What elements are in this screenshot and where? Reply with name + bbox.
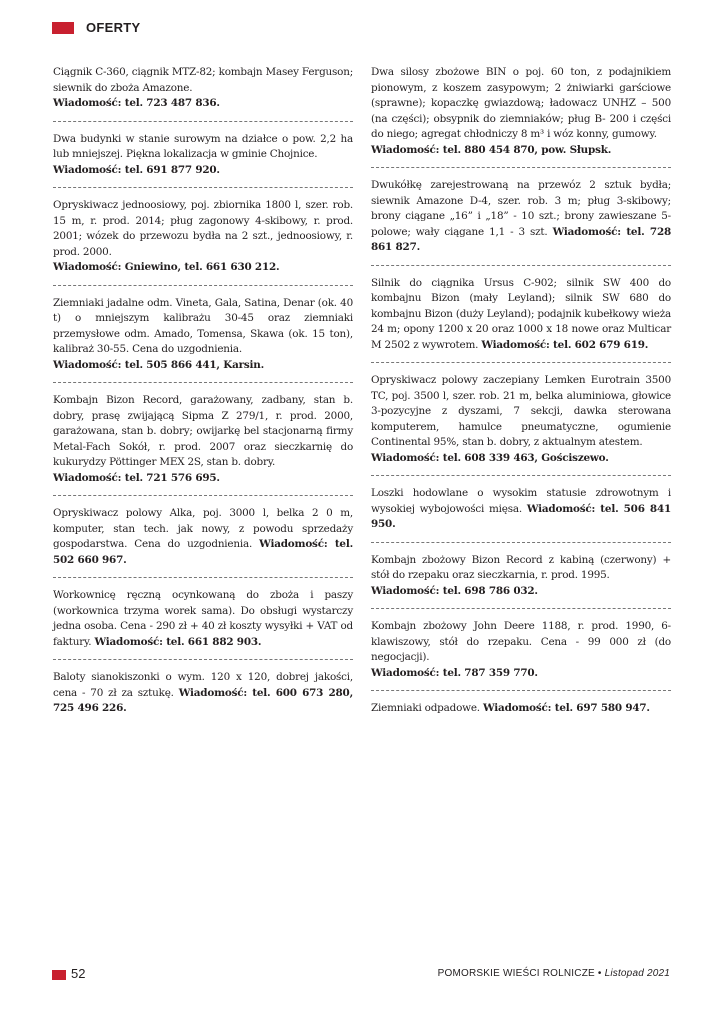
classified-ad [53, 393, 353, 496]
ad-contact: Wiadomość: tel. 602 679 619. [481, 338, 649, 351]
ad-text: Baloty sianokiszonki o wym. 120 x 120, dobrej jakości, cena - 70 zł za sztukę. [53, 671, 353, 699]
ad-contact: Wiadomość: tel. 505 866 441, Karsin. [53, 358, 265, 371]
publication-footer [438, 968, 670, 979]
ad-text: Ziemniaki jadalne odm. Vineta, Gala, Satina, Denar (ok. 40 t) o mniejszym kalibrażu 30-45 oraz ziemniaki przemysłowe odm. Amado, Tomensa, Skawa (ok. 15 ton), kalibraż 30-55. Cena do uzgodnienia. [53, 296, 353, 355]
ad-contact: Wiadomość: tel. 600 673 280, 725 496 226. [53, 686, 353, 714]
classified-ad [53, 132, 353, 189]
classified-ad [371, 65, 671, 168]
ad-text: Loszki hodowlane o wysokim statusie zdrowotnym i wysokiej wybojowości mięsa. [371, 487, 671, 515]
ad-contact: Wiadomość: tel. 723 487 836. [53, 97, 220, 109]
ad-text: Dwa silosy zbożowe BIN o poj. 60 ton, z podajnikiem pionowym, z koszem zasypowym; 2 żniwiarki garściowe (sprawne); kopaczkę gwiazdową; ładowacz UNHZ – 500 (na części); obsypnik do ziemniaków; pług B- 200 i części do niego; agregat chłodniczy 8 m³ i wóz konny, gumowy. [371, 66, 671, 140]
classified-ad [371, 553, 671, 610]
ad-text: Ziemniaki odpadowe. [371, 702, 480, 714]
classified-ad [371, 486, 671, 543]
section-title: OFERTY [86, 20, 141, 35]
ad-contact: Wiadomość: tel. 698 786 032. [371, 584, 538, 597]
ad-text: Kombajn zbożowy John Deere 1188, r. prod. 1990, 6-klawiszowy, stół do rzepaku. Cena - 99 000 zł (do negocjacji). [371, 620, 671, 663]
classified-ad [371, 276, 671, 364]
ad-contact: Wiadomość: tel. 880 454 870, pow. Słupsk. [371, 143, 612, 156]
ad-contact: Wiadomość: tel. 697 580 947. [483, 702, 650, 714]
footer-separator: • [597, 968, 602, 979]
classified-ad [53, 198, 353, 286]
publication-name: POMORSKIE WIEŚCI ROLNICZE [437, 968, 595, 979]
ad-text: Kombajn zbożowy Bizon Record z kabiną (czerwony) + stół do rzepaku oraz sieczkarnia, r. prod. 1995. [371, 553, 671, 581]
ad-contact: Wiadomość: tel. 661 882 903. [94, 635, 262, 648]
ad-text: Opryskiwacz polowy zaczepiany Lemken Eurotrain 3500 TC, poj. 3500 l, szer. rob. 21 m, belka aluminiowa, głowice 3-pozycyjne z dyszami, 7 sekcji, dawka sterowana komputerem, hamulce pneumatyczne, ogumienie Continental 95%, stan b. dobry, z aktualnym atestem. [371, 374, 671, 448]
page-number: 52 [71, 966, 86, 981]
ad-contact: Wiadomość: tel. 721 576 695. [53, 471, 220, 484]
ad-text: Silnik do ciągnika Ursus C-902; silnik SW 400 do kombajnu Bizon (mały Leyland); silnik SW 680 do kombajnu Bizon (duży Leyland); podajnik kubełkowy wieża 24 m; opony 1200 x 20 oraz 1000 x 18 nowe oraz Multicar M 2502 z wywrotem. [371, 276, 671, 351]
classified-ad [53, 65, 353, 122]
classified-ad [53, 296, 353, 384]
section-header [52, 20, 141, 35]
classified-ad [53, 670, 353, 726]
classified-ad [53, 506, 353, 578]
ad-text: Workownicę ręczną ocynkowaną do zboża i paszy (workownica trzyma worek sama). Do obsługi wystarczy jedna osoba. Cena - 290 zł + 40 zł koszty wysyłki + VAT od faktury. [53, 589, 353, 648]
ad-text: Opryskiwacz polowy Alka, poj. 3000 l, belka 2 0 m, komputer, stan tech. jak nowy, z powodu sprzedaży gospodarstwa. Cena do uzgodnienia. [53, 507, 353, 550]
classified-ad [371, 178, 671, 266]
ad-contact: Wiadomość: tel. 691 877 920. [53, 163, 220, 176]
classified-ad [371, 373, 671, 476]
ad-text: Ciągnik C-360, ciągnik MTZ-82; kombajn Masey Ferguson; siewnik do zboża Amazone. [53, 66, 353, 94]
ad-text: Opryskiwacz jednoosiowy, poj. zbiornika 1800 l, szer. rob. 15 m, r. prod. 2014; pług zagonowy 4-skibowy, r. prod. 2001; wózek do przewozu bydła na 2 szt., jednoosiowy, r. prod. 2000. [53, 199, 353, 258]
footer-marker [52, 970, 66, 980]
ad-contact: Wiadomość: Gniewino, tel. 661 630 212. [53, 261, 280, 273]
ad-contact: Wiadomość: tel. 728 861 827. [371, 225, 671, 253]
classified-ad [371, 701, 671, 726]
classified-ad [53, 588, 353, 660]
ads-column-right [371, 65, 671, 736]
ad-text: Kombajn Bizon Record, garażowany, zadbany, stan b. dobry, prasę zwijającą Sipma Z 279/1, r. prod. 2000, garażowana, stan b. dobry; owijarkę bel stacjonarną firmy Metal-Fach Sokół, r. prod. 2007 oraz sieczkarnię do kukurydzy Pöttinger MEX 2S, stan b. dobry. [53, 394, 353, 468]
ad-contact: Wiadomość: tel. 502 660 967. [53, 538, 353, 566]
ad-contact: Wiadomość: tel. 787 359 770. [371, 666, 538, 679]
issue-date: Listopad 2021 [604, 968, 670, 979]
ads-column-left [53, 65, 353, 736]
ad-contact: Wiadomość: tel. 506 841 950. [371, 502, 671, 530]
section-marker [52, 22, 74, 34]
ad-text: Dwa budynki w stanie surowym na działce o pow. 2,2 ha lub mniejszej. Piękna lokalizacja w gminie Chojnice. [53, 132, 353, 160]
ad-contact: Wiadomość: tel. 608 339 463, Gościszewo. [371, 451, 609, 464]
ad-text: Dwukółkę zarejestrowaną na przewóz 2 sztuk bydła; siewnik Amazone D-4, szer. rob. 3 m; pług 3-skibowy; brony ciągane „16” i „18” - 10 szt.; brony zawieszane 5-polowe; wały ciągane 1,1 - 3 szt. [371, 179, 671, 238]
classified-ad [371, 619, 671, 691]
